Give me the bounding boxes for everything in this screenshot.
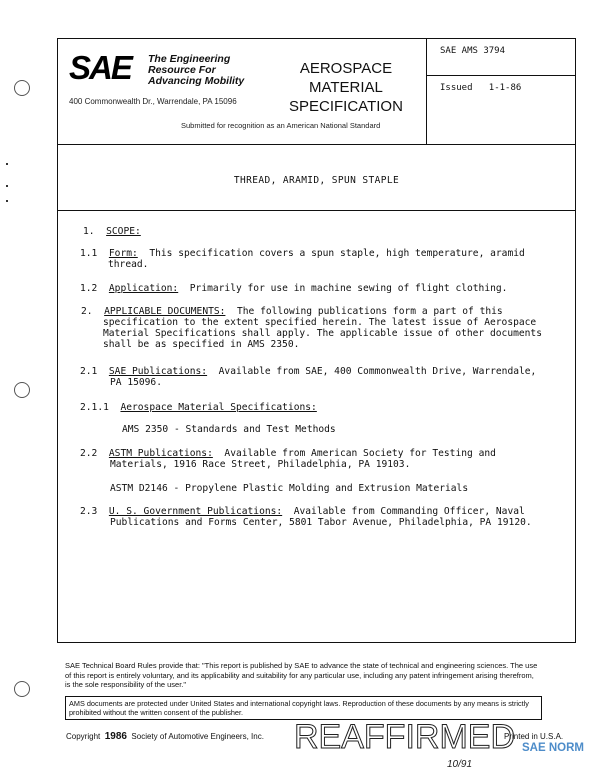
- title-divider: [58, 210, 575, 211]
- printed-in: Printed in U.S.A.: [504, 732, 564, 741]
- section-1-2: 1.2 Application: Primarily for use in machine sewing of flight clothing.: [80, 283, 508, 294]
- section-2-3: 2.3 U. S. Government Publications: Available from Commanding Officer, Naval Publications and Forms Center, 5801 Tabor Avenue, Philadelphia, PA 19120.: [80, 506, 532, 528]
- header-divider: [58, 144, 575, 145]
- submitted-note: Submitted for recognition as an American National Standard: [181, 121, 381, 130]
- spec-type: AEROSPACE MATERIAL SPECIFICATION: [289, 60, 403, 115]
- binder-hole: [14, 80, 30, 96]
- section-2-1: 2.1 SAE Publications: Available from SAE, 400 Commonwealth Drive, Warrendale, PA 15096.: [80, 366, 537, 388]
- handwritten-date: 10/91: [447, 759, 473, 770]
- binder-hole: [14, 681, 30, 697]
- list-item: AMS 2350 - Standards and Test Methods: [122, 424, 336, 435]
- section-2: 2. APPLICABLE DOCUMENTS: The following publications form a part of this specification to the extent specified herein. The latest issue of Aerospace Material Specifications shall apply. The applicable issue of other documents shall be as specified in AMS 2350.: [81, 306, 542, 350]
- scan-mark: [6, 185, 8, 187]
- section-1: 1. SCOPE:: [83, 226, 141, 237]
- scan-mark: [6, 163, 8, 165]
- issued-date: Issued 1-1-86: [440, 83, 522, 93]
- section-1-1: 1.1 Form: This specification covers a spun staple, high temperature, aramid thread.: [80, 248, 525, 270]
- header-divider: [426, 75, 575, 76]
- doc-number: SAE AMS 3794: [440, 46, 506, 56]
- binder-hole: [14, 382, 30, 398]
- copyright-line: Copyright 1986 Society of Automotive Engineers, Inc.: [66, 731, 264, 742]
- sae-logo: SAE: [69, 49, 131, 86]
- tagline: The Engineering Resource For Advancing Mobility: [148, 53, 245, 87]
- header-divider: [426, 39, 427, 144]
- list-item: ASTM D2146 - Propylene Plastic Molding and Extrusion Materials: [110, 483, 469, 494]
- scan-mark: [6, 200, 8, 202]
- section-2-2: 2.2 ASTM Publications: Available from American Society for Testing and Materials, 1916 Race Street, Philadelphia, PA 19103.: [80, 448, 496, 470]
- copyright-notice: AMS documents are protected under United States and international copyright laws. Reproduction of these documents by any means is strictly prohibited without the written consent of the publisher.: [65, 696, 542, 720]
- technical-board-notice: SAE Technical Board Rules provide that: "This report is published by SAE to advance the state of technical and engineering sciences. The use of this report is entirely voluntary, and its applicability and suitability for any particular use, including any patent infringement arising therefrom, is the sole responsibility of the user.": [65, 661, 538, 689]
- document-title: THREAD, ARAMID, SPUN STAPLE: [233, 175, 400, 186]
- reaffirmed-stamp: REAFFIRMED: [294, 718, 515, 756]
- section-2-1-1: 2.1.1 Aerospace Material Specifications:: [80, 402, 317, 413]
- address: 400 Commonwealth Dr., Warrendale, PA 15096: [69, 97, 237, 106]
- watermark: SAE NORM: [522, 742, 584, 754]
